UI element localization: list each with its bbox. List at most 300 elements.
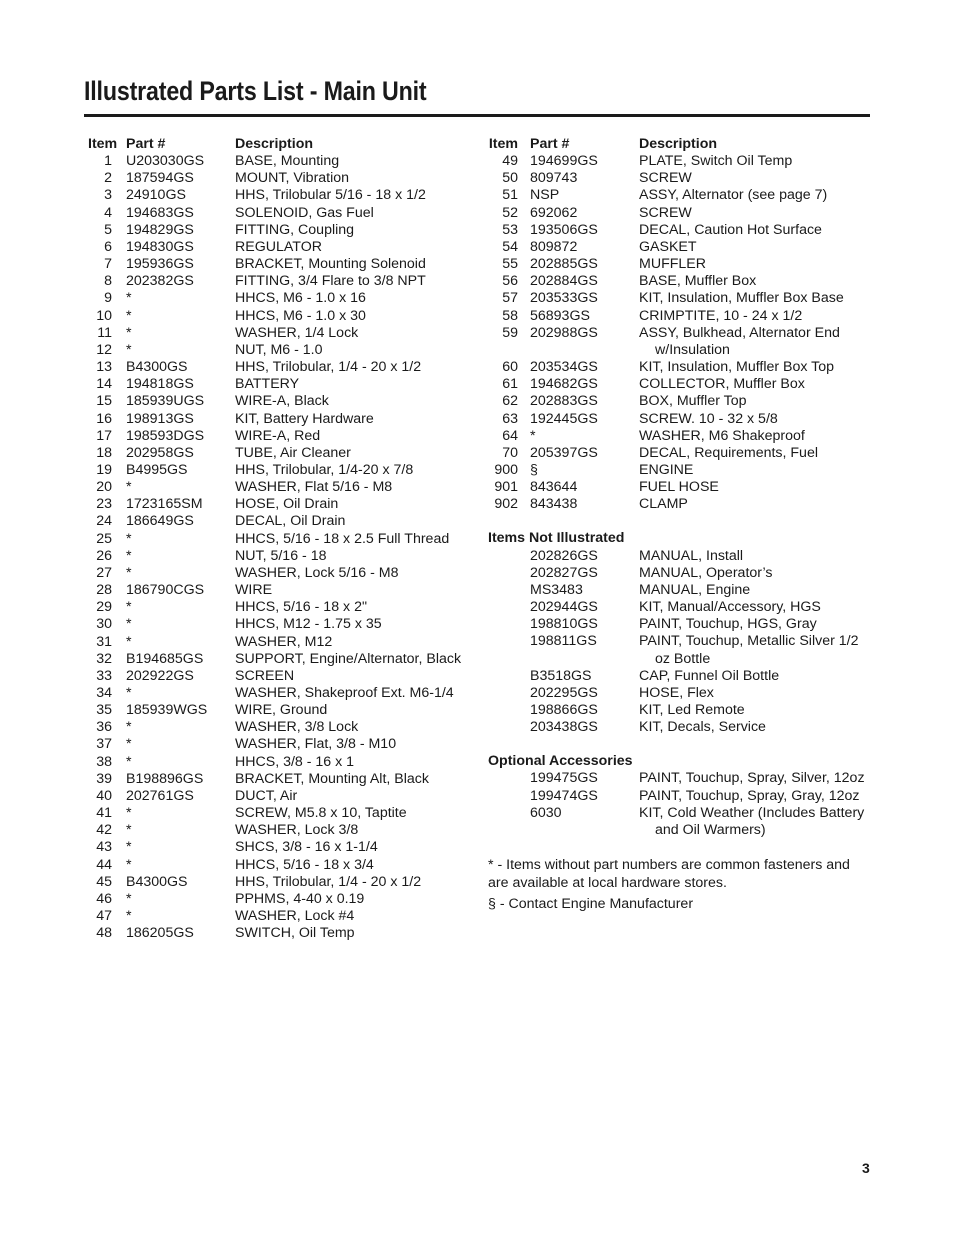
table-row <box>88 359 468 376</box>
table-row <box>88 599 468 616</box>
description-line: HHS, Trilobular, 1/4 - 20 x 1/2 <box>235 359 422 376</box>
item-number: 3 <box>104 187 112 204</box>
part-number: U203030GS <box>126 153 205 170</box>
part-number: * <box>126 890 132 907</box>
table-row <box>488 359 878 376</box>
part-number: 195936GS <box>126 256 194 273</box>
item-number: 10 <box>96 307 112 324</box>
item-number: 6 <box>104 238 112 255</box>
table-row <box>488 599 878 616</box>
part-number: 202883GS <box>530 393 598 410</box>
part-number: * <box>126 633 132 650</box>
description-line: ASSY, Bulkhead, Alternator End <box>639 324 840 341</box>
part-number: 198810GS <box>530 616 598 633</box>
item-number: 45 <box>96 873 112 890</box>
item-number: 41 <box>96 805 112 822</box>
table-row <box>88 857 468 874</box>
item-number: 2 <box>104 170 112 187</box>
description-line: MANUAL, Operator’s <box>639 564 773 581</box>
page-title: Illustrated Parts List - Main Unit <box>84 76 427 106</box>
part-description <box>235 376 465 393</box>
part-number: * <box>126 753 132 770</box>
part-number: § <box>530 461 538 478</box>
table-row <box>488 445 878 462</box>
description-line: DECAL, Requirements, Fuel <box>639 444 818 461</box>
description-line: SHCS, 3/8 - 16 x 1-1/4 <box>235 839 378 856</box>
part-number: 194818GS <box>126 376 194 393</box>
part-number: 198593DGS <box>126 427 205 444</box>
item-number: 60 <box>502 359 518 376</box>
part-description <box>235 805 465 822</box>
part-number: 202761GS <box>126 787 194 804</box>
table-row <box>88 496 468 513</box>
notes <box>488 856 878 913</box>
description-line: SCREEN <box>235 667 295 684</box>
item-number <box>488 685 518 702</box>
item-number: 12 <box>96 341 112 358</box>
fastener-note: * - Items without part numbers are common fasteners and are available at local hardware stores. <box>488 857 850 892</box>
item-number: 63 <box>502 410 518 427</box>
item-number: 13 <box>96 359 112 376</box>
part-number: B4995GS <box>126 461 188 478</box>
part-number: 194829GS <box>126 221 194 238</box>
table-row <box>88 273 468 290</box>
part-description <box>639 685 871 702</box>
part-description <box>235 548 465 565</box>
part-number: 205397GS <box>530 444 598 461</box>
part-description <box>235 342 465 359</box>
table-row <box>488 788 878 805</box>
description-line: HHCS, 5/16 - 18 x 2.5 Full Thread <box>235 530 450 547</box>
item-number: 54 <box>502 238 518 255</box>
description-continuation: and Oil Warmers) <box>655 821 766 838</box>
part-number: 203533GS <box>530 290 598 307</box>
part-number: 187594GS <box>126 170 194 187</box>
description-line: CAP, Funnel Oil Bottle <box>639 667 780 684</box>
table-row <box>88 308 468 325</box>
description-line: BOX, Muffler Top <box>639 393 747 410</box>
part-description <box>639 445 871 462</box>
table-row <box>488 685 878 702</box>
part-description <box>235 788 465 805</box>
part-number: 24910GS <box>126 187 186 204</box>
part-description <box>639 325 871 359</box>
part-description <box>235 479 465 496</box>
description-line: NUT, M6 - 1.0 <box>235 341 323 358</box>
part-description <box>235 754 465 771</box>
part-description <box>235 668 465 685</box>
item-number: 19 <box>96 461 112 478</box>
part-number: 202944GS <box>530 599 598 616</box>
item-number: 43 <box>96 839 112 856</box>
description-line: HHCS, M6 - 1.0 x 16 <box>235 290 366 307</box>
item-number: 33 <box>96 667 112 684</box>
part-description <box>639 290 871 307</box>
table-row <box>488 153 878 170</box>
description-line: HHCS, M12 - 1.75 x 35 <box>235 616 382 633</box>
description-line: GASKET <box>639 238 697 255</box>
page-number: 3 <box>862 1160 870 1176</box>
part-number: 202295GS <box>530 684 598 701</box>
part-number: 1723165SM <box>126 496 203 513</box>
table-row <box>88 908 468 925</box>
part-description <box>639 479 871 496</box>
description-line: FITTING, 3/4 Flare to 3/8 NPT <box>235 273 426 290</box>
part-description <box>639 273 871 290</box>
table-row <box>88 513 468 530</box>
table-row <box>88 702 468 719</box>
part-description <box>639 565 871 582</box>
item-number: 5 <box>104 221 112 238</box>
description-line: COLLECTOR, Muffler Box <box>639 376 805 393</box>
part-number: 203534GS <box>530 359 598 376</box>
part-description <box>235 290 465 307</box>
column-header-row <box>88 136 468 153</box>
description-line: PAINT, Touchup, Spray, Gray, 12oz <box>639 787 860 804</box>
table-row <box>88 839 468 856</box>
part-number: * <box>126 719 132 736</box>
part-description <box>639 376 871 393</box>
column-header-row <box>488 136 878 153</box>
part-description <box>639 496 871 513</box>
description-line: PAINT, Touchup, HGS, Gray <box>639 616 817 633</box>
part-description <box>235 170 465 187</box>
part-description <box>235 325 465 342</box>
description-line: WIRE, Ground <box>235 702 328 719</box>
item-number <box>488 582 518 599</box>
part-description <box>639 702 871 719</box>
table-row <box>488 239 878 256</box>
part-number: * <box>126 479 132 496</box>
description-line: KIT, Cold Weather (Includes Battery <box>639 804 865 821</box>
part-description <box>235 187 465 204</box>
table-row <box>88 616 468 633</box>
part-number: 203438GS <box>530 719 598 736</box>
table-row <box>88 256 468 273</box>
part-number: * <box>126 856 132 873</box>
table-row <box>88 754 468 771</box>
part-number: 202958GS <box>126 444 194 461</box>
part-number: * <box>126 530 132 547</box>
part-number: B3518GS <box>530 667 592 684</box>
description-line: KIT, Insulation, Muffler Box Top <box>639 359 835 376</box>
item-number: 25 <box>96 530 112 547</box>
part-number: 202922GS <box>126 667 194 684</box>
part-description <box>639 633 871 667</box>
item-number: 40 <box>96 787 112 804</box>
part-description <box>639 788 871 805</box>
part-number: * <box>126 839 132 856</box>
item-number <box>488 565 518 582</box>
description-line: MANUAL, Engine <box>639 581 751 598</box>
item-number: 52 <box>502 204 518 221</box>
part-description <box>235 651 465 668</box>
part-description <box>235 273 465 290</box>
description-line: HHCS, M6 - 1.0 x 30 <box>235 307 366 324</box>
table-row <box>488 668 878 685</box>
part-number: 186790CGS <box>126 582 205 599</box>
description-line: DUCT, Air <box>235 787 298 804</box>
item-number: 7 <box>104 256 112 273</box>
description-line: ASSY, Alternator (see page 7) <box>639 187 828 204</box>
description-line: SWITCH, Oil Temp <box>235 925 355 942</box>
item-number: 14 <box>96 376 112 393</box>
part-number: * <box>126 324 132 341</box>
part-number: 809743 <box>530 170 578 187</box>
table-row <box>488 479 878 496</box>
part-header: Part # <box>530 136 570 152</box>
part-number: 56893GS <box>530 307 590 324</box>
description-line: KIT, Decals, Service <box>639 719 766 736</box>
part-description <box>235 153 465 170</box>
part-number: * <box>126 307 132 324</box>
description-line: SCREW. 10 - 32 x 5/8 <box>639 410 778 427</box>
engine-note: § - Contact Engine Manufacturer <box>488 896 694 913</box>
table-row <box>88 342 468 359</box>
part-number: 186205GS <box>126 925 194 942</box>
item-number <box>488 719 518 736</box>
part-description <box>235 462 465 479</box>
part-number: 198913GS <box>126 410 194 427</box>
optional-accessories-title: Optional Accessories <box>488 753 633 770</box>
table-row <box>488 290 878 307</box>
table-row <box>488 273 878 290</box>
description-header: Description <box>639 136 718 152</box>
table-row <box>488 770 878 787</box>
item-number: 39 <box>96 770 112 787</box>
table-row <box>88 822 468 839</box>
description-line: HOSE, Flex <box>639 684 714 701</box>
table-row <box>488 582 878 599</box>
part-number: 809872 <box>530 238 578 255</box>
item-number: 57 <box>502 290 518 307</box>
table-row <box>88 393 468 410</box>
table-row <box>88 805 468 822</box>
part-description <box>639 548 871 565</box>
table-row <box>88 874 468 891</box>
description-line: SOLENOID, Gas Fuel <box>235 204 374 221</box>
table-row <box>88 428 468 445</box>
description-line: BASE, Mounting <box>235 153 340 170</box>
description-line: MOUNT, Vibration <box>235 170 350 187</box>
part-number: * <box>126 290 132 307</box>
not-illustrated-title: Items Not Illustrated <box>488 530 625 547</box>
description-line: WASHER, 1/4 Lock <box>235 324 359 341</box>
part-header: Part # <box>126 136 166 152</box>
part-description <box>639 359 871 376</box>
part-number: * <box>126 736 132 753</box>
table-row <box>88 685 468 702</box>
item-number: 48 <box>96 925 112 942</box>
description-line: MUFFLER <box>639 256 706 273</box>
part-description <box>235 239 465 256</box>
item-number: 24 <box>96 513 112 530</box>
description-line: PAINT, Touchup, Metallic Silver 1/2 <box>639 633 859 650</box>
description-line: KIT, Insulation, Muffler Box Base <box>639 290 844 307</box>
item-number: 53 <box>502 221 518 238</box>
part-description <box>235 719 465 736</box>
description-line: ENGINE <box>639 461 694 478</box>
parts-column-left <box>88 136 468 942</box>
part-description <box>235 891 465 908</box>
part-number: * <box>126 685 132 701</box>
table-row <box>488 205 878 222</box>
description-line: FITTING, Coupling <box>235 221 355 238</box>
table-row <box>88 222 468 239</box>
part-description <box>639 428 871 445</box>
table-row <box>88 891 468 908</box>
part-description <box>639 582 871 599</box>
part-description <box>235 513 465 530</box>
table-row <box>88 187 468 204</box>
item-number: 18 <box>96 444 112 461</box>
item-number: 49 <box>502 153 518 170</box>
item-number: 20 <box>96 479 112 496</box>
table-row <box>88 925 468 942</box>
part-number: * <box>126 616 132 633</box>
description-line: WASHER, Shakeproof Ext. M6-1/4 <box>235 685 454 701</box>
item-number: 11 <box>97 324 112 341</box>
description-line: WIRE-A, Black <box>235 393 329 410</box>
part-description <box>639 205 871 222</box>
item-number: 32 <box>96 650 112 667</box>
description-line: SCREW, M5.8 x 10, Taptite <box>235 805 407 822</box>
part-description <box>639 170 871 187</box>
part-description <box>639 308 871 325</box>
part-description <box>235 496 465 513</box>
item-number <box>488 702 518 719</box>
item-number: 901 <box>494 479 518 496</box>
table-row <box>88 170 468 187</box>
item-number: 8 <box>104 273 112 290</box>
item-number: 61 <box>502 376 518 393</box>
part-description <box>235 736 465 753</box>
part-description <box>235 256 465 273</box>
description-line: WASHER, Lock 5/16 - M8 <box>235 564 399 581</box>
part-number: 194830GS <box>126 238 194 255</box>
part-description <box>235 308 465 325</box>
table-row <box>88 582 468 599</box>
part-number: 202988GS <box>530 324 598 341</box>
description-line: SCREW <box>639 170 692 187</box>
table-row <box>488 428 878 445</box>
description-line: WIRE <box>235 582 273 599</box>
part-number: 202885GS <box>530 256 598 273</box>
part-number: 198811GS <box>530 633 597 650</box>
not-illustrated-list <box>488 548 878 737</box>
part-description <box>639 616 871 633</box>
table-row <box>488 376 878 393</box>
description-line: REGULATOR <box>235 238 322 255</box>
item-number: 29 <box>96 599 112 616</box>
part-description <box>639 187 871 204</box>
table-row <box>488 805 878 839</box>
part-description <box>639 411 871 428</box>
part-number: * <box>530 427 536 444</box>
part-number: 193506GS <box>530 221 598 238</box>
part-number: 194683GS <box>126 204 194 221</box>
item-number <box>488 805 518 839</box>
part-number: 202827GS <box>530 564 598 581</box>
item-number: 31 <box>96 633 112 650</box>
item-number <box>488 633 518 667</box>
description-line: NUT, 5/16 - 18 <box>235 547 327 564</box>
item-number: 37 <box>96 736 112 753</box>
table-row <box>488 222 878 239</box>
part-description <box>235 634 465 651</box>
item-number <box>488 599 518 616</box>
item-number: 16 <box>96 410 112 427</box>
item-number: 1 <box>104 153 112 170</box>
table-row <box>488 393 878 410</box>
part-description <box>235 822 465 839</box>
table-row <box>88 565 468 582</box>
item-number: 15 <box>96 393 112 410</box>
item-number <box>488 548 518 565</box>
table-row <box>88 153 468 170</box>
item-number: 55 <box>502 256 518 273</box>
part-description <box>235 599 465 616</box>
table-row <box>488 411 878 428</box>
description-line: FUEL HOSE <box>639 479 719 496</box>
part-description <box>639 256 871 273</box>
table-row <box>88 531 468 548</box>
description-line: SCREW <box>639 204 692 221</box>
item-number: 44 <box>96 856 112 873</box>
table-row <box>88 205 468 222</box>
item-number: 59 <box>502 324 518 341</box>
description-line: PAINT, Touchup, Spray, Silver, 12oz <box>639 770 865 787</box>
description-line: BRACKET, Mounting Solenoid <box>235 256 426 273</box>
description-line: WASHER, M6 Shakeproof <box>639 427 805 444</box>
item-number: 26 <box>96 547 112 564</box>
title-rule <box>84 114 870 117</box>
part-description <box>235 857 465 874</box>
part-number: * <box>126 341 132 358</box>
item-number <box>488 770 518 787</box>
part-description <box>639 393 871 410</box>
part-description <box>235 565 465 582</box>
table-row <box>88 411 468 428</box>
part-number: 185939UGS <box>126 393 205 410</box>
part-description <box>639 805 871 839</box>
item-number: 42 <box>96 822 112 839</box>
description-line: HHS, Trilobular, 1/4 - 20 x 1/2 <box>235 873 422 890</box>
part-number: 843644 <box>530 479 578 496</box>
description-line: WIRE-A, Red <box>235 427 321 444</box>
description-line: TUBE, Air Cleaner <box>235 444 351 461</box>
part-description <box>235 531 465 548</box>
description-line: PPHMS, 4-40 x 0.19 <box>235 890 365 907</box>
table-row <box>488 308 878 325</box>
part-number: 692062 <box>530 204 578 221</box>
part-description <box>235 359 465 376</box>
part-number: 202884GS <box>530 273 598 290</box>
table-row <box>88 651 468 668</box>
item-number: 9 <box>104 290 112 307</box>
item-number: 36 <box>96 719 112 736</box>
item-number: 70 <box>502 444 518 461</box>
item-number: 30 <box>96 616 112 633</box>
description-line: MANUAL, Install <box>639 547 744 564</box>
description-line: KIT, Manual/Accessory, HGS <box>639 599 821 616</box>
description-line: WASHER, 3/8 Lock <box>235 719 359 736</box>
item-number: 46 <box>96 890 112 907</box>
item-number: 17 <box>96 427 112 444</box>
part-description <box>235 702 465 719</box>
part-description <box>235 205 465 222</box>
description-line: HHCS, 3/8 - 16 x 1 <box>235 753 355 770</box>
